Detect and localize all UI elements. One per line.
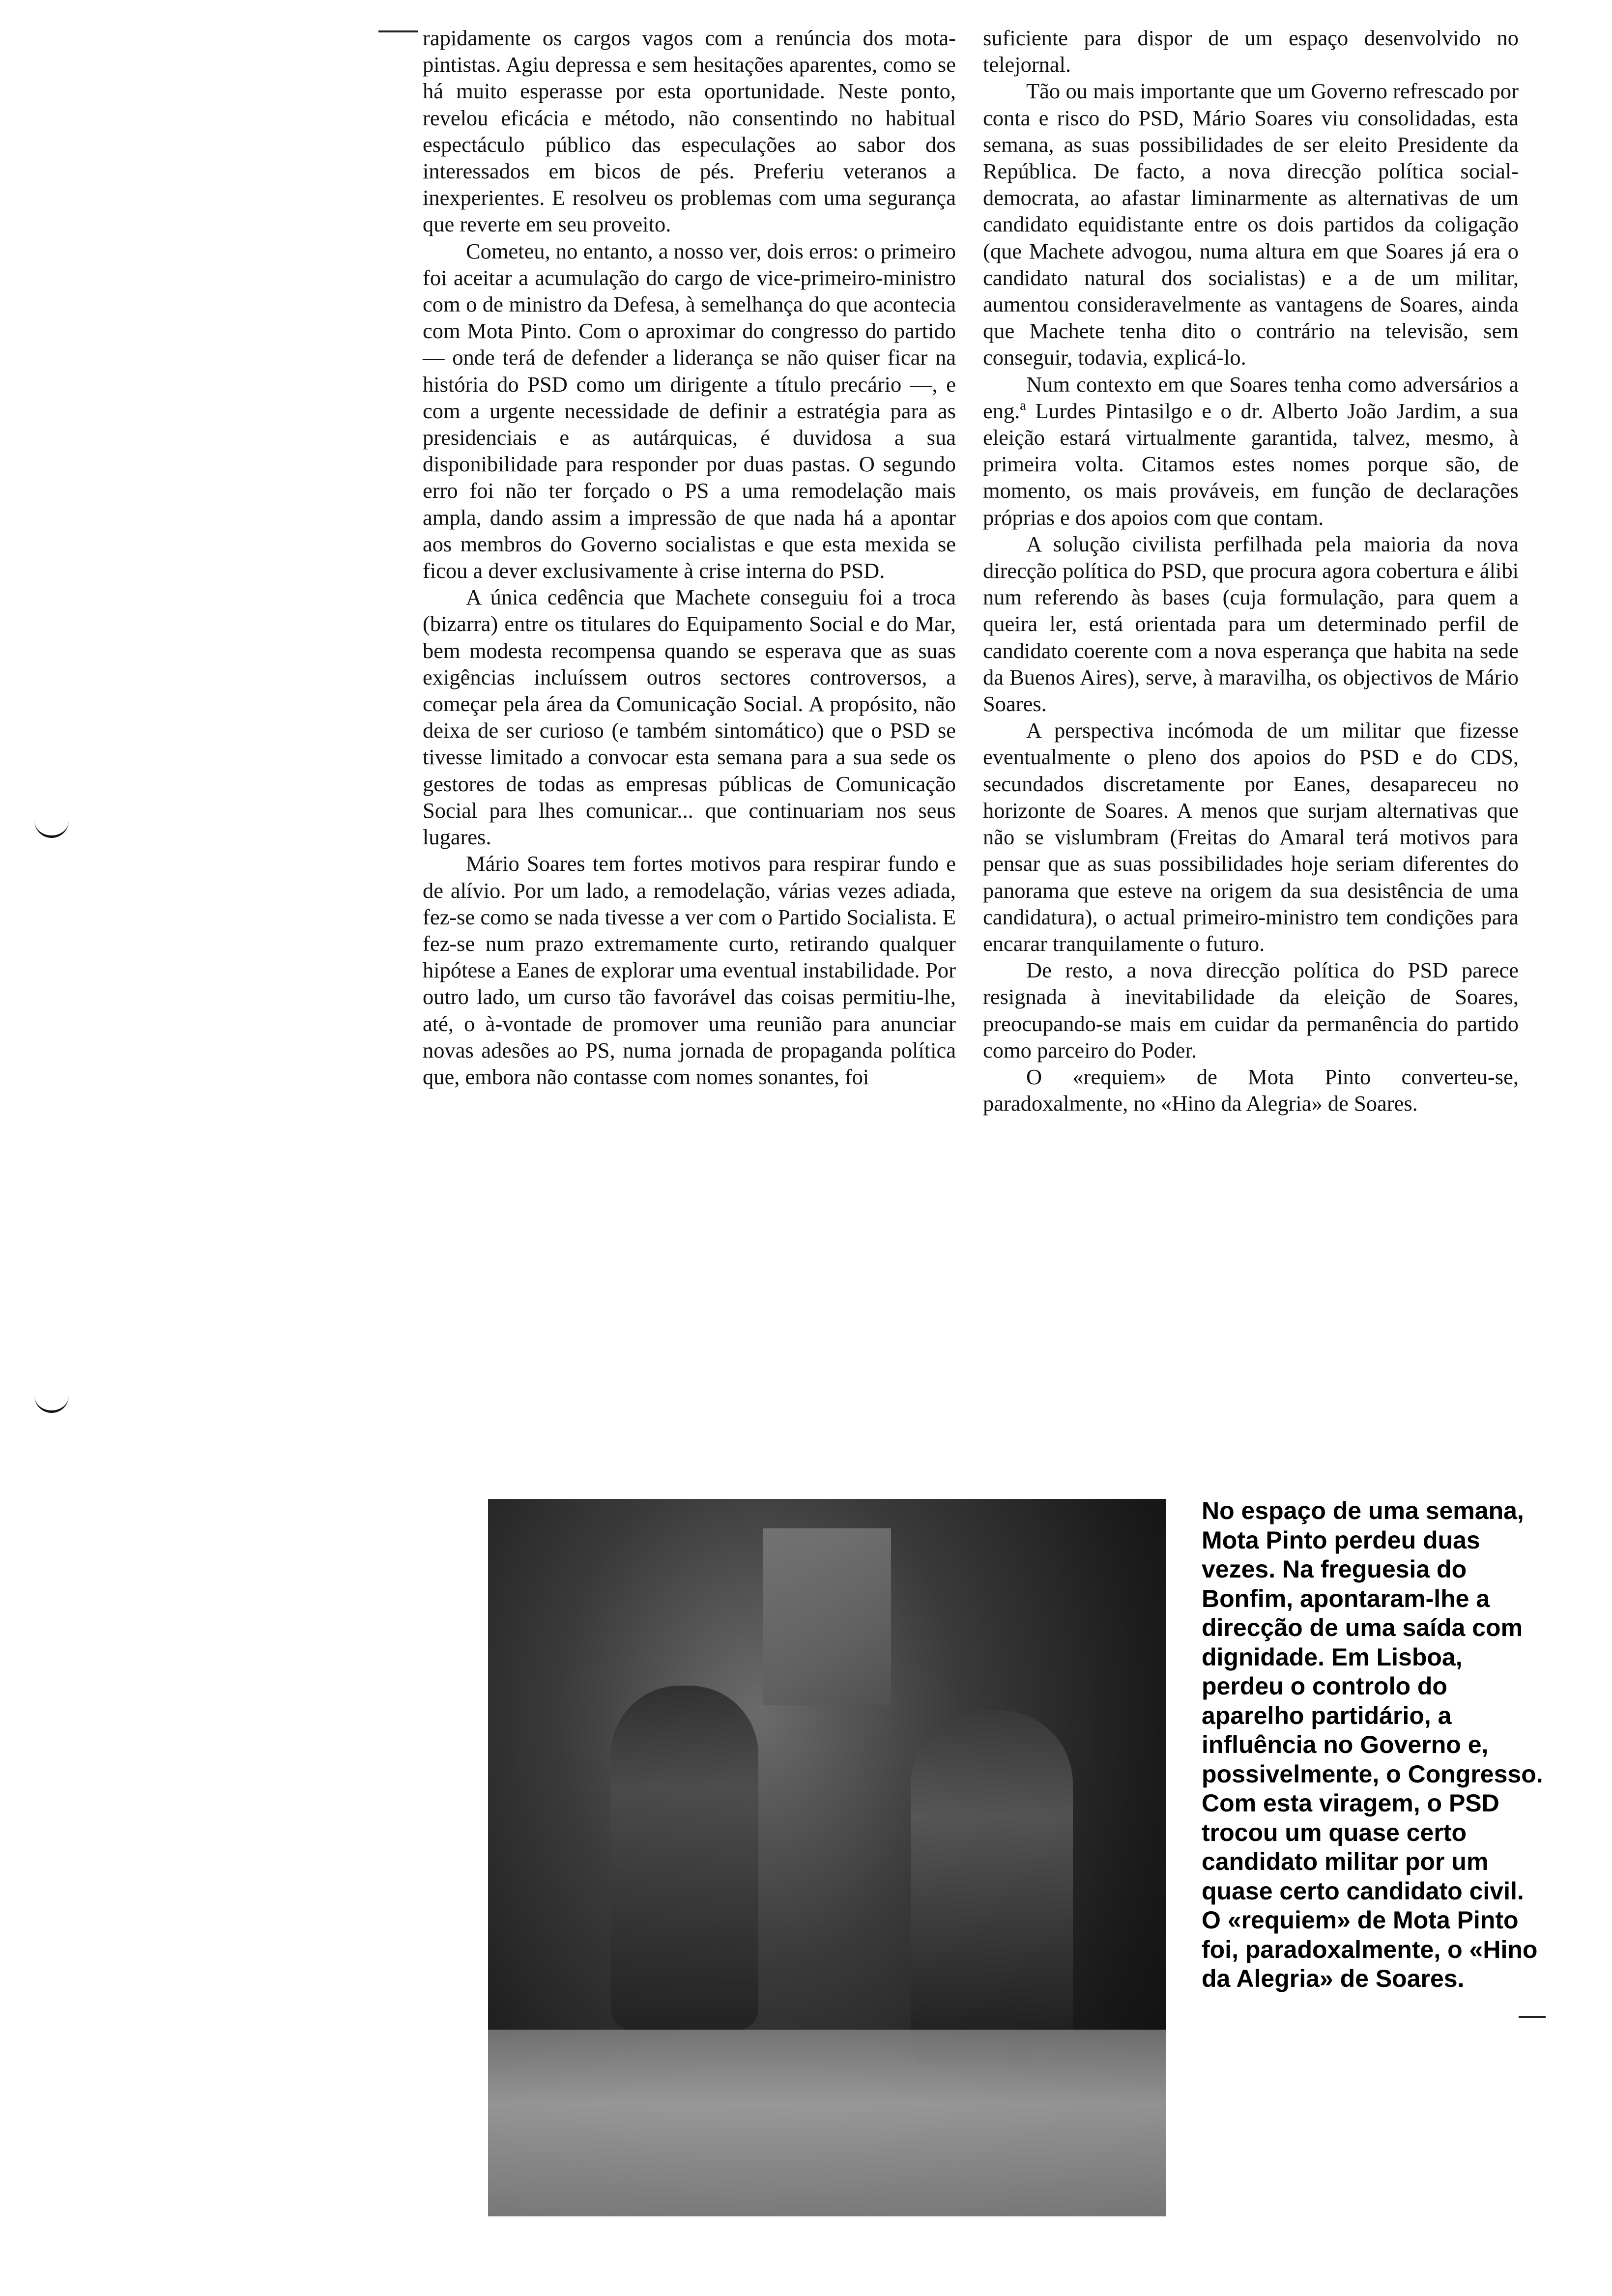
article-left-column — [423, 25, 956, 1090]
paragraph: Tão ou mais importante que um Governo refrescado por conta e risco do PSD, Mário Soares viu consolidadas, esta semana, as suas possibilidades de ser eleito Presidente da República. De facto, a nova direcção política social-democrata, ao afastar liminarmente as alternativas de um candidato equidistante entre os dois partidos da coligação (que Machete advogou, numa altura em que Soares já era o candidato natural dos socialistas) e a de um militar, aumentou consideravelmente as vantagens de Soares, ainda que Machete tenha dito o contrário na televisão, sem conseguir, todavia, explicá-lo. — [983, 79, 1519, 370]
paragraph: suficiente para dispor de um espaço desenvolvido no telejornal. — [983, 26, 1519, 77]
photo-caption: No espaço de uma semana, Mota Pinto perdeu duas vezes. Na freguesia do Bonfim, apontaram-lhe a direcção de uma saída com dignidade. Em Lisboa, perdeu o controlo do aparelho partidário, a influência no Governo e, possivelmente, o Congresso. Com esta viragem, o PSD trocou um quase certo candidato militar por um quase certo candidato civil. O «requiem» de Mota Pinto foi, paradoxalmente, o «Hino da Alegria» de Soares. — [1202, 1497, 1543, 1992]
paragraph: Num contexto em que Soares tenha como adversários a eng.ª Lurdes Pintasilgo e o dr. Alberto João Jardim, a sua eleição estará virtualmente garantida, talvez, mesmo, à primeira volta. Citamos estes nomes porque são, de momento, os mais prováveis, em função de declarações próprias e dos apoios com que contam. — [983, 372, 1519, 530]
paragraph: A solução civilista perfilhada pela maioria da nova direcção política do PSD, que procura agora cobertura e álibi num referendo às bases (cuja formulação, para quem a queira ler, está orientada para um determinado perfil de candidato coerente com a nova esperança que habita na sede da Buenos Aires), serve, à maravilha, os objectivos de Mário Soares. — [983, 531, 1519, 717]
photo-background-window — [763, 1528, 891, 1705]
paragraph: O «requiem» de Mota Pinto converteu-se, paradoxalmente, no «Hino da Alegria» de Soares. — [983, 1064, 1519, 1116]
margin-dash — [1519, 2016, 1546, 2018]
binder-hole-mark-upper — [34, 821, 69, 838]
photo-person-right — [911, 1710, 1073, 2064]
paragraph: rapidamente os cargos vagos com a renúncia dos mota-pintistas. Agiu depressa e sem hesitações aparentes, como se há muito esperasse por esta oportunidade. Neste ponto, revelou eficácia e método, não consentindo no habitual espectáculo público das especulações ao sabor dos interessados em bicos de pés. Preferiu veteranos a inexperientes. E resolveu os problemas com uma segurança que reverte em seu proveito. — [423, 26, 956, 237]
paragraph: Mário Soares tem fortes motivos para respirar fundo e de alívio. Por um lado, a remodelação, várias vezes adiada, fez-se como se nada tivesse a ver com o Partido Socialista. E fez-se num prazo extremamente curto, retirando qualquer hipótese a Eanes de explorar uma eventual instabilidade. Por outro lado, um curso tão favorável das coisas permitiu-lhe, até, o à-vontade de promover uma reunião para anunciar novas adesões ao PS, numa jornada de propaganda política que, embora não contasse com nomes sonantes, foi — [423, 851, 956, 1089]
article-right-column — [983, 25, 1519, 1117]
news-photo — [488, 1499, 1166, 2216]
paragraph: A perspectiva incómoda de um militar que fizesse eventualmente o pleno dos apoios do PSD e do CDS, secundados discretamente por Eanes, desapareceu no horizonte de Soares. A menos que surjam alternativas que não se vislumbram (Freitas do Amaral terá motivos para pensar que as suas possibilidades hoje seriam diferentes do panorama que esteve na origem da sua desistência de uma candidatura), o actual primeiro-ministro tem condições para encarar tranquilamente o futuro. — [983, 718, 1519, 956]
paragraph: A única cedência que Machete conseguiu foi a troca (bizarra) entre os titulares do Equipamento Social e do Mar, bem modesta recompensa quando se esperava que as suas exigências incluíssem outros sectores controversos, a começar pela área da Comunicação Social. A propósito, não deixa de ser curioso (e também sintomático) que o PSD se tivesse limitado a convocar esta semana para a sua sede os gestores de todas as empresas públicas de Comunicação Social para lhes comunicar... que continuariam nos seus lugares. — [423, 585, 956, 850]
photo-person-left — [611, 1686, 758, 2030]
top-rule — [378, 30, 418, 32]
binder-hole-mark-lower — [34, 1396, 69, 1413]
paragraph: De resto, a nova direcção política do PSD parece resignada à inevitabilidade da eleição de Soares, preocupando-se mais em cuidar da permanência do partido como parceiro do Poder. — [983, 958, 1519, 1062]
paragraph: Cometeu, no entanto, a nosso ver, dois erros: o primeiro foi aceitar a acumulação do cargo de vice-primeiro-ministro com o de ministro da Defesa, à semelhança do que acontecia com Mota Pinto. Com o aproximar do congresso do partido — onde terá de defender a liderança se não quiser ficar na história do PSD como um dirigente a título precário —, e com a urgente necessidade de definir a estratégia para as presidenciais e as autárquicas, é duvidosa a sua disponibilidade para responder por duas pastas. O segundo erro foi não ter forçado o PS a uma remodelação mais ampla, dando assim a impressão de que nada há a apontar aos membros do Governo socialistas e que esta mexida se ficou a dever exclusivamente à crise interna do PSD. — [423, 238, 956, 583]
photo-table — [488, 2030, 1166, 2216]
